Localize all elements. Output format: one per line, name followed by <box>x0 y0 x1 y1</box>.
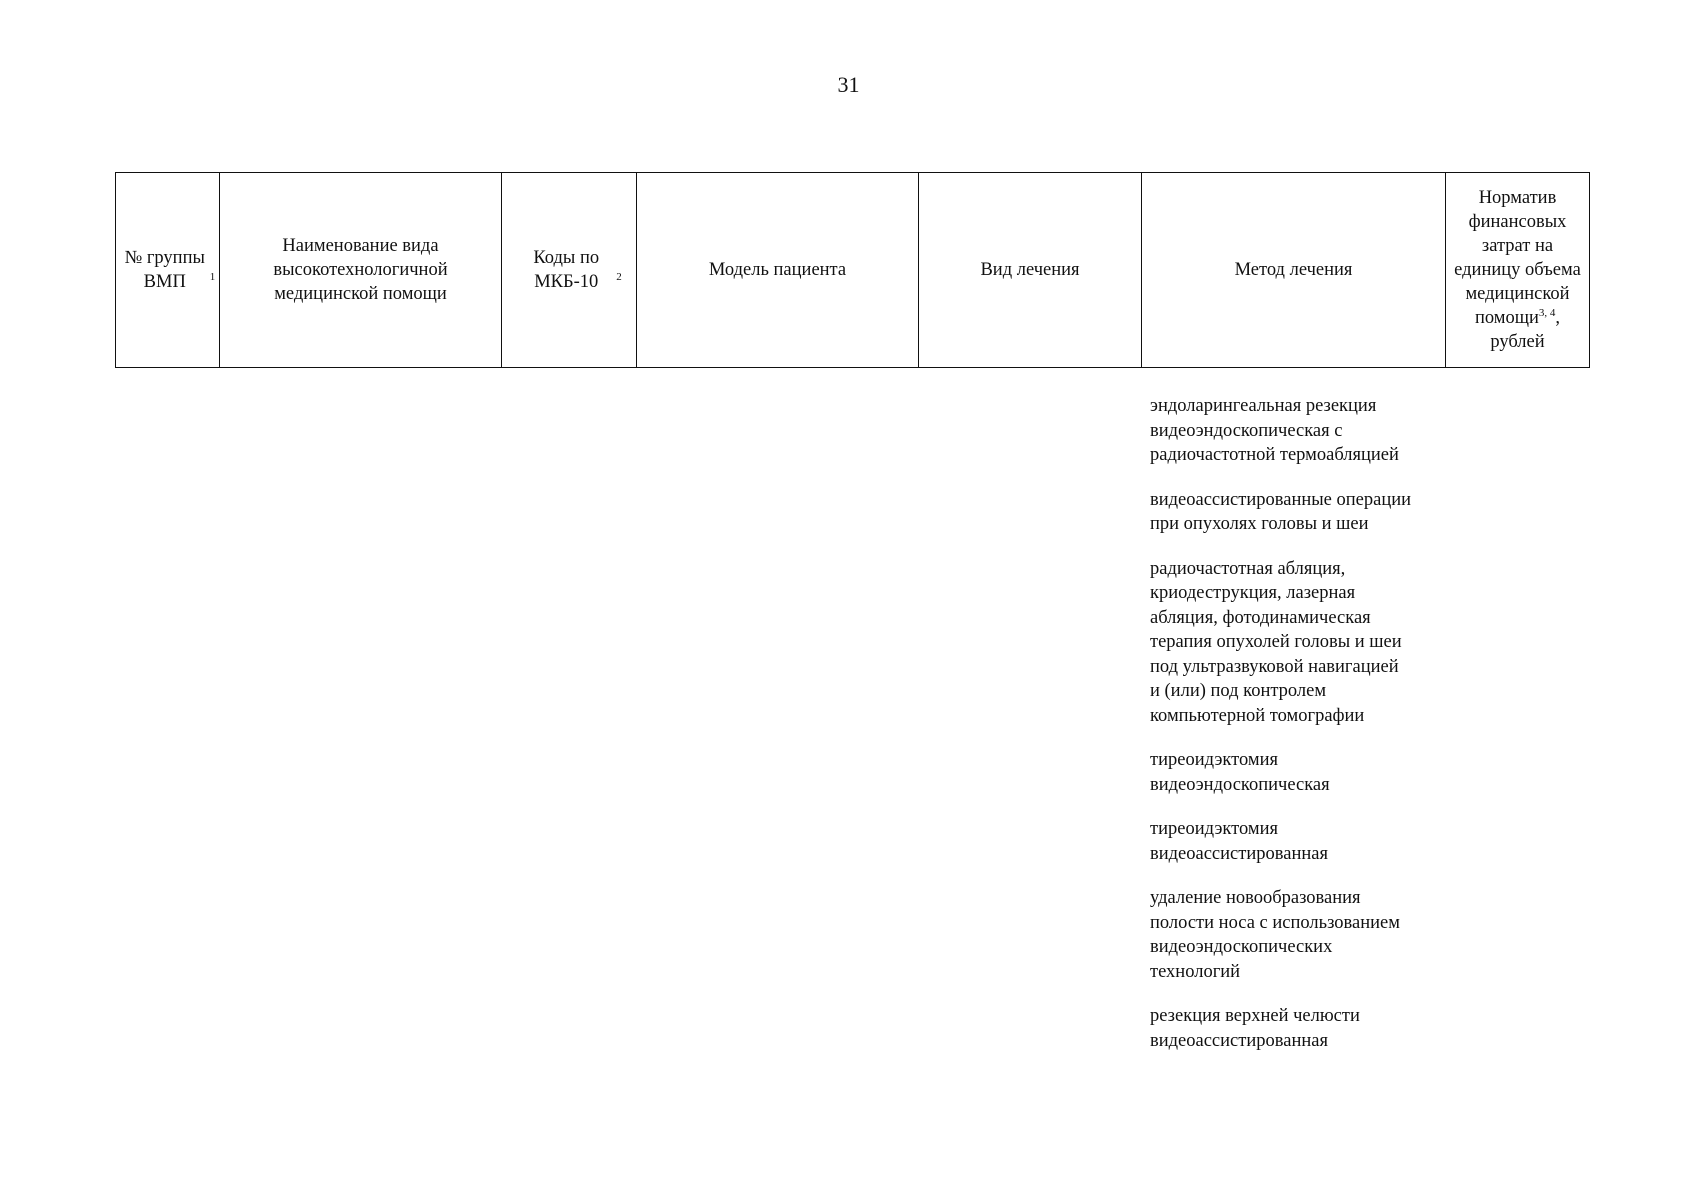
column-header-icd-codes-label: Коды по МКБ-10 <box>533 248 600 292</box>
treatment-methods-list <box>1150 394 1450 1073</box>
column-header-cost-norm <box>1446 173 1590 368</box>
column-header-treatment-type-label: Вид лечения <box>980 260 1080 280</box>
footnote-ref-1: 1 <box>209 270 216 283</box>
method-item: видеоассистированные операции при опухолях головы и шеи <box>1150 489 1412 534</box>
column-header-icd-codes <box>502 173 637 368</box>
method-item: радиочастотная абляция, криодеструкция, лазерная абляция, фотодинамическая терапия опухолей головы и шеи под ультразвуковой навигацией и (или) под контролем компьютерной томографии <box>1150 558 1402 726</box>
column-header-patient-model <box>637 173 919 368</box>
method-item: тиреоидэктомия видеоэндоскопическая <box>1150 750 1330 795</box>
method-item: резекция верхней челюсти видеоассистированная <box>1150 1006 1360 1051</box>
page-number: 31 <box>837 72 860 97</box>
method-item: удаление новообразования полости носа с использованием видеоэндоскопических технологий <box>1150 888 1400 982</box>
column-header-care-type-name-label: Наименование вида высокотехнологичной медицинской помощи <box>273 236 448 304</box>
column-header-cost-norm-unit: , рублей <box>1490 308 1561 352</box>
column-header-cost-norm-label: Норматив финансовых затрат на единицу объема медицинской помощи <box>1454 188 1581 328</box>
column-header-group-number-label: № группы ВМП <box>124 248 205 292</box>
method-item: тиреоидэктомия видеоассистированная <box>1150 819 1328 864</box>
table-header <box>115 172 1590 368</box>
method-item: эндоларингеальная резекция видеоэндоскопическая с радиочастотной термоабляцией <box>1150 396 1399 465</box>
column-header-treatment-method-label: Метод лечения <box>1234 260 1353 280</box>
column-header-patient-model-label: Модель пациента <box>708 260 847 280</box>
column-header-treatment-type <box>919 173 1142 368</box>
column-header-group-number <box>116 173 220 368</box>
column-header-treatment-method <box>1142 173 1446 368</box>
column-header-care-type-name <box>220 173 502 368</box>
footnote-ref-3-4: 3, 4 <box>1538 306 1556 319</box>
footnote-ref-2: 2 <box>616 270 622 283</box>
